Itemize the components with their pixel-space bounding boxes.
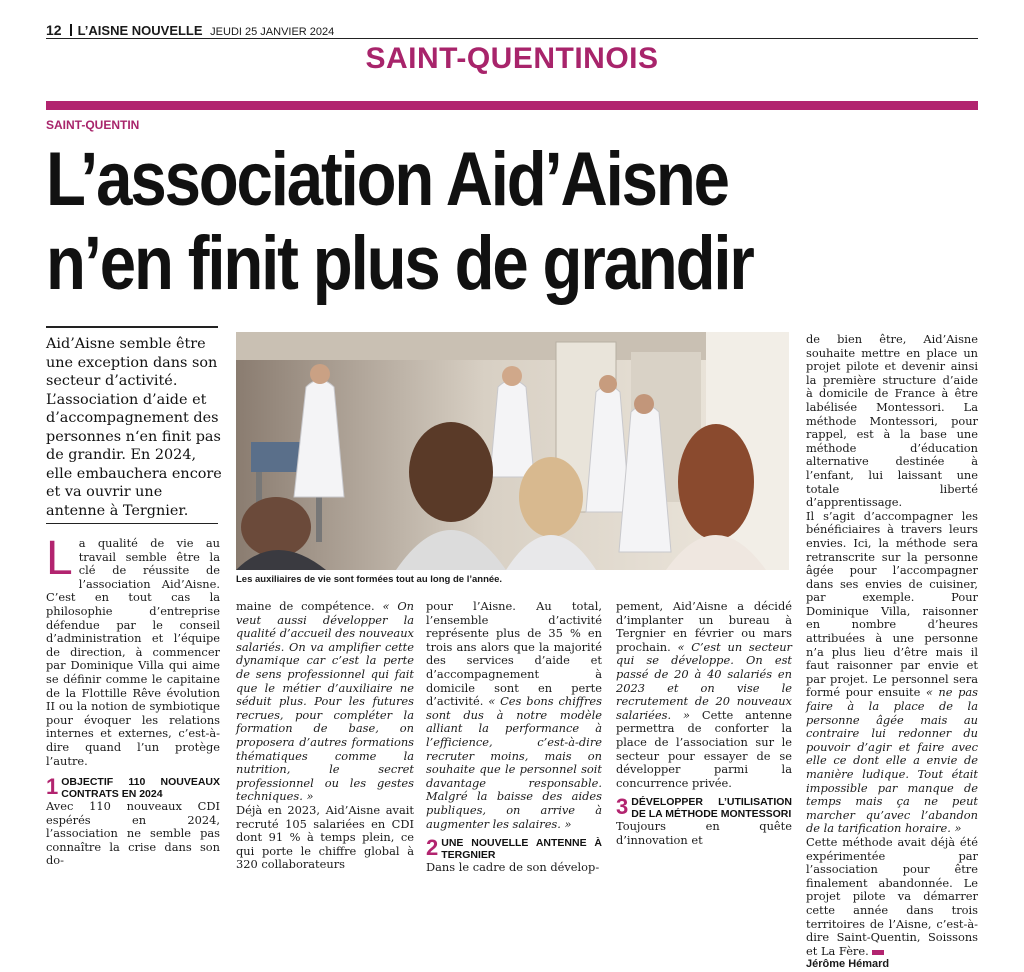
- chapo-bottom-rule: [46, 523, 218, 524]
- col3-quote: « Ces bons chiffres sont dus à notre modèle alliant la performance à l’efficience, c’est-à-dire recruter moins, mais on souhaite que le personnel soit davantage responsable. Malgré la baisse des aides publiques, on arrive à augmenter les salaires. »: [426, 694, 602, 831]
- col1-paragraph-2: Avec 110 nouveaux CDI espérés en 2024, l’association ne semble pas connaître la crise dans son do-: [46, 799, 220, 868]
- column-3: [426, 600, 602, 875]
- issue-date: JEUDI 25 JANVIER 2024: [210, 26, 335, 38]
- end-mark: [872, 950, 884, 955]
- section-band: [46, 101, 978, 110]
- col5-text-c: Cette méthode avait déjà été expérimentée par l’association pour être finalement abandonnée. Le projet pilote va démarrer cette année dans trois territoires de l’Aisne, c’est-à-dire Saint-Quentin, Soissons et La Fère.: [806, 834, 978, 958]
- col4-paragraph: [616, 600, 792, 790]
- col4-paragraph-2: Toujours en quête d’innovation et: [616, 819, 792, 847]
- col4-text-b: Cette antenne permettra de conforter la place de l’association sur le secteur pour essayer de se développer parmi la concurrence privée.: [616, 707, 792, 790]
- chapo-top-rule: [46, 326, 218, 328]
- col5-text-b: Il s’agit d’accompagner les bénéficiaires à travers leurs envies. Ici, la méthode sera retranscrite sur la personne âgée pour l’accompagner dans ses envies de cuisiner, par exemple. Pour Dominique Villa, raisonner en nombre d’heures attribuées à une personne n’a plus lieu d’être mais il faut raisonner par envie et par projet. Le personnel sera formé pour ensuite: [806, 508, 978, 700]
- article-headline: [46, 138, 846, 306]
- subhead-3: [616, 796, 792, 820]
- col2-paragraph: [236, 600, 414, 804]
- subhead-1: [46, 776, 220, 800]
- photo-caption: Les auxiliaires de vie sont formées tout au long de l’année.: [236, 574, 503, 585]
- headline-line-1: L’association Aid’Aisne: [46, 137, 728, 222]
- col2-quote: « On veut aussi développer la qualité d’accueil des nouveaux salariés. On va amplifier cette dynamique car c’est la perte de sens professionnel qui fait que le métier d’auxiliaire ne séduit plus. Pour les futures recrues, pour compléter la formation de base, on proposera d’autres formations thématiques comme la nutrition, le secret professionnel ou les gestes techniques. »: [236, 599, 414, 804]
- column-2: [236, 600, 414, 872]
- subhead-2-title: UNE NOUVELLE ANTENNE À TERGNIER: [441, 837, 602, 862]
- col3-paragraph: [426, 600, 602, 831]
- article-kicker: SAINT-QUENTIN: [46, 118, 140, 132]
- col2-paragraph-2: Déjà en 2023, Aid’Aisne avait recruté 105 salariées en CDI dont 91 % à temps plein, ce qui porte le chiffre global à 320 collaborateurs: [236, 802, 414, 872]
- page-number: 12: [46, 22, 62, 38]
- subhead-3-number: 3: [616, 794, 629, 820]
- author-signature: Jérôme Hémard: [806, 958, 890, 971]
- subhead-1-number: 1: [46, 774, 59, 800]
- headline-line-2: n’en finit plus de grandir: [46, 221, 753, 306]
- subhead-2: [426, 837, 602, 861]
- column-4: [616, 600, 792, 848]
- subhead-2-number: 2: [426, 835, 439, 861]
- col4-quote: « C’est un secteur qui se développe. On est passé de 20 à 40 salariés en 2023 et on vise le recrutement de 20 nouveaux salariées. »: [616, 639, 792, 722]
- col5-paragraph-2: [806, 510, 978, 836]
- col3-paragraph-2: Dans le cadre de son dévelop-: [426, 860, 600, 875]
- publication-name: L’AISNE NOUVELLE: [77, 23, 203, 38]
- section-title: SAINT-QUENTINOIS: [365, 42, 659, 75]
- subhead-1-title: OBJECTIF 110 NOUVEAUX CONTRATS EN 2024: [61, 776, 220, 801]
- col4-text-a: pement, Aid’Aisne a décidé d’implanter un bureau à Tergnier en février ou mars prochain.: [616, 599, 792, 654]
- column-5: [806, 333, 978, 972]
- col2-text-a: maine de compétence.: [236, 599, 383, 613]
- running-header: [46, 22, 978, 39]
- col5-paragraph: de bien être, Aid’Aisne souhaite mettre en place un projet pilote et devenir ainsi la première structure d’aide à domicile de France à être labélisée Montessori. La méthode Montessori, pour rappel, est à la base une méthode d’éducation alternative destinée à l’enfant, lui laissant une totale liberté d’apprentissage.: [806, 332, 978, 510]
- drop-cap: L: [46, 532, 73, 585]
- col1-paragraph: a qualité de vie au travail semble être la clé de réussite de l’association Aid’Aisne. C’est en tout cas la philosophie d’entreprise défendue par le conseil d’administration et l’équipe de direction, à commencer par Dominique Villa qui aime se définir comme le capitaine de la Flottille Rêve évolution II ou la notion de symbiotique pour évoquer les relations internes et externes, c’est-à-dire quand l’un protège l’autre.: [46, 536, 220, 768]
- article-photo: [236, 332, 789, 570]
- col5-quote: « ne pas faire à la place de la personne âgée mais au contraire lui redonner du pouvoir d’agir et faire avec elle ce dont elle a envie de manière ludique. Tout était impossible par manque de temps mais ça ne peut marcher qu’avec l’abandon de la tarification horaire. »: [806, 685, 979, 836]
- col3-text-a: pour l’Aisne. Au total, l’ensemble d’activité représente plus de 35 % en trois ans alors que la majorité des services d’aide et d’accompagnement à domicile sont en perte d’activité.: [426, 599, 602, 709]
- col5-paragraph-3: [806, 836, 978, 958]
- photo-illustration: [236, 332, 789, 570]
- article-lead: Aid’Aisne semble être une exception dans son secteur d’activité. L’association d’aide et d’accompagnement des personnes n‘en finit pas de grandir. En 2024, elle embauchera encore et va ouvrir une antenne à Tergnier.: [46, 336, 222, 519]
- column-1: [46, 532, 220, 868]
- subhead-3-title: DÉVELOPPER L’UTILISATION DE LA MÉTHODE MONTESSORI: [631, 796, 792, 821]
- header-divider: [70, 24, 72, 36]
